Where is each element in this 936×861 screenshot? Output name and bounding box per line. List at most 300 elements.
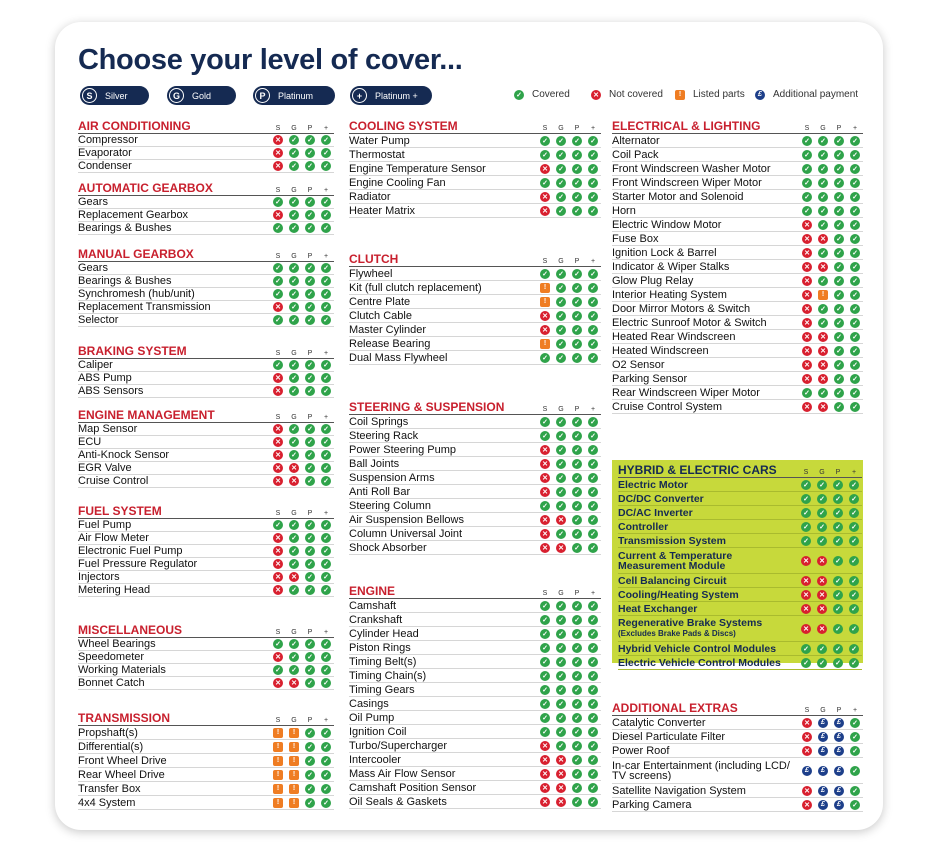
coverage-cell xyxy=(569,797,585,807)
check-icon: ✓ xyxy=(289,135,299,145)
coverage-cell xyxy=(270,652,286,662)
check-icon: ✓ xyxy=(572,269,582,279)
section-header xyxy=(78,504,334,519)
column-header: G xyxy=(820,707,826,714)
coverage-cell xyxy=(286,476,302,486)
check-icon: ✓ xyxy=(588,515,598,525)
coverage-row xyxy=(349,711,601,725)
check-icon: ✓ xyxy=(321,315,331,325)
part-label xyxy=(349,472,537,484)
level-pill-silver[interactable] xyxy=(80,86,149,105)
pound-icon: £ xyxy=(818,786,828,796)
check-icon: ✓ xyxy=(849,604,859,614)
coverage-cell xyxy=(799,150,815,160)
section-clutch xyxy=(349,252,601,365)
check-icon: ✓ xyxy=(818,318,828,328)
part-label xyxy=(78,160,270,172)
coverage-cell xyxy=(318,678,334,688)
check-icon: ✓ xyxy=(588,445,598,455)
coverage-cell xyxy=(831,402,847,412)
coverage-row xyxy=(612,316,863,330)
section-header xyxy=(618,463,862,478)
check-icon: ✓ xyxy=(273,223,283,233)
coverage-cell xyxy=(318,289,334,299)
coverage-cell xyxy=(585,515,601,525)
coverage-cell xyxy=(302,546,318,556)
check-icon: ✓ xyxy=(289,373,299,383)
check-icon: ✓ xyxy=(850,262,860,272)
check-icon: ✓ xyxy=(556,297,566,307)
coverage-cell xyxy=(553,178,569,188)
column-header: + xyxy=(323,350,329,357)
part-name: Cruise Control System xyxy=(612,400,723,413)
check-icon: ✓ xyxy=(834,164,844,174)
coverage-cell xyxy=(286,742,302,752)
coverage-cell xyxy=(831,388,847,398)
check-icon: ✓ xyxy=(801,536,811,546)
coverage-cell xyxy=(553,206,569,216)
coverage-cell xyxy=(537,311,553,321)
coverage-cell xyxy=(302,360,318,370)
column-header: S xyxy=(275,187,281,194)
check-icon: ✓ xyxy=(849,522,859,532)
part-name: Timing Belt(s) xyxy=(349,655,417,668)
check-icon: ✓ xyxy=(305,559,315,569)
check-icon: ✓ xyxy=(588,615,598,625)
cross-icon: ✕ xyxy=(802,290,812,300)
cross-icon: ✕ xyxy=(817,624,827,634)
column-header: P xyxy=(307,125,313,132)
coverage-cell xyxy=(302,742,318,752)
check-icon: ✓ xyxy=(321,302,331,312)
coverage-row xyxy=(612,274,863,288)
part-label xyxy=(349,600,537,612)
coverage-cell xyxy=(318,276,334,286)
level-pill-platinum[interactable] xyxy=(253,86,335,105)
check-icon: ✓ xyxy=(572,206,582,216)
column-header: G xyxy=(291,717,297,724)
cross-icon: ✕ xyxy=(273,546,283,556)
coverage-cell xyxy=(286,450,302,460)
part-label xyxy=(349,191,537,203)
coverage-cell xyxy=(270,302,286,312)
coverage-cell xyxy=(286,533,302,543)
check-icon: ✓ xyxy=(588,150,598,160)
column-header: P xyxy=(307,717,313,724)
part-label xyxy=(349,642,537,654)
check-icon: ✓ xyxy=(588,601,598,611)
coverage-cell xyxy=(537,601,553,611)
check-icon: ✓ xyxy=(850,318,860,328)
part-label xyxy=(349,768,537,780)
section-title: ADDITIONAL EXTRAS xyxy=(612,701,738,715)
coverage-cell xyxy=(585,269,601,279)
coverage-row xyxy=(612,400,863,414)
coverage-cell xyxy=(553,685,569,695)
part-label xyxy=(78,677,270,689)
coverage-cell xyxy=(830,624,846,634)
coverage-cell xyxy=(569,501,585,511)
coverage-cell xyxy=(814,624,830,634)
coverage-cell xyxy=(847,360,863,370)
check-icon: ✓ xyxy=(305,424,315,434)
coverage-cell xyxy=(270,289,286,299)
coverage-cell xyxy=(537,755,553,765)
part-label xyxy=(612,761,799,781)
coverage-cell xyxy=(798,590,814,600)
coverage-cell xyxy=(799,786,815,796)
part-label xyxy=(349,514,537,526)
cross-icon: ✕ xyxy=(591,90,601,100)
coverage-cell xyxy=(537,178,553,188)
part-label xyxy=(78,741,270,753)
check-icon: ✓ xyxy=(849,644,859,654)
check-icon: ✓ xyxy=(273,520,283,530)
warning-icon: ! xyxy=(289,770,299,780)
cross-icon: ✕ xyxy=(802,262,812,272)
coverage-cell xyxy=(318,728,334,738)
part-label xyxy=(78,797,270,809)
coverage-cell xyxy=(798,508,814,518)
coverage-cell xyxy=(286,289,302,299)
check-icon: ✓ xyxy=(556,713,566,723)
section-title: AIR CONDITIONING xyxy=(78,119,191,133)
coverage-cell xyxy=(270,585,286,595)
part-label xyxy=(618,589,798,601)
coverage-cell xyxy=(318,373,334,383)
section-title: TRANSMISSION xyxy=(78,711,171,725)
part-name: Metering Head xyxy=(78,584,151,596)
cross-icon: ✕ xyxy=(818,262,828,272)
coverage-cell xyxy=(569,699,585,709)
coverage-cell xyxy=(286,756,302,766)
check-icon: ✓ xyxy=(833,480,843,490)
cross-icon: ✕ xyxy=(802,248,812,258)
coverage-row xyxy=(612,288,863,302)
check-icon: ✓ xyxy=(540,657,550,667)
coverage-row xyxy=(78,147,334,160)
coverage-cell xyxy=(270,450,286,460)
coverage-row xyxy=(618,548,862,574)
check-icon: ✓ xyxy=(556,283,566,293)
level-pill-platinum-plus[interactable] xyxy=(350,86,432,105)
part-label xyxy=(349,338,537,350)
coverage-row xyxy=(612,204,863,218)
check-icon: ✓ xyxy=(588,629,598,639)
coverage-cell xyxy=(553,797,569,807)
coverage-cell xyxy=(831,746,847,756)
coverage-cell xyxy=(318,386,334,396)
check-icon: ✓ xyxy=(556,671,566,681)
check-icon: ✓ xyxy=(289,533,299,543)
check-icon: ✓ xyxy=(540,643,550,653)
check-icon: ✓ xyxy=(556,311,566,321)
column-header: S xyxy=(275,125,281,132)
part-label xyxy=(618,643,798,655)
part-label xyxy=(612,317,799,329)
coverage-cell xyxy=(846,522,862,532)
cross-icon: ✕ xyxy=(273,652,283,662)
pound-icon: £ xyxy=(818,718,828,728)
coverage-cell xyxy=(318,476,334,486)
coverage-cell xyxy=(537,473,553,483)
part-name: Controller xyxy=(618,520,669,533)
part-label xyxy=(612,799,799,811)
check-icon: ✓ xyxy=(850,304,860,314)
hybrid-electric-section xyxy=(612,460,863,669)
coverage-cell xyxy=(798,480,814,490)
legend-label: Covered xyxy=(532,89,570,100)
coverage-cell xyxy=(537,671,553,681)
cross-icon: ✕ xyxy=(556,755,566,765)
section-trans xyxy=(78,711,334,810)
coverage-cell xyxy=(270,424,286,434)
check-icon: ✓ xyxy=(572,685,582,695)
coverage-cell xyxy=(815,402,831,412)
check-icon: ✓ xyxy=(588,797,598,807)
check-icon: ✓ xyxy=(802,192,812,202)
coverage-cell xyxy=(569,755,585,765)
check-icon: ✓ xyxy=(572,417,582,427)
check-icon: ✓ xyxy=(273,276,283,286)
coverage-cell xyxy=(846,508,862,518)
check-icon: ✓ xyxy=(305,263,315,273)
check-icon: ✓ xyxy=(305,437,315,447)
check-icon: ✓ xyxy=(305,665,315,675)
part-label xyxy=(78,449,270,461)
check-icon: ✓ xyxy=(834,374,844,384)
coverage-cell xyxy=(537,459,553,469)
check-icon: ✓ xyxy=(556,353,566,363)
part-name: Front Windscreen Washer Motor xyxy=(612,162,771,175)
check-icon: ✓ xyxy=(849,658,859,668)
coverage-cell xyxy=(585,459,601,469)
check-icon: ✓ xyxy=(321,276,331,286)
check-icon: ✓ xyxy=(588,671,598,681)
coverage-cell xyxy=(815,374,831,384)
cross-icon: ✕ xyxy=(818,402,828,412)
check-icon: ✓ xyxy=(540,150,550,160)
part-name: Engine Cooling Fan xyxy=(349,176,446,189)
check-icon: ✓ xyxy=(818,206,828,216)
coverage-cell xyxy=(537,699,553,709)
coverage-cell xyxy=(831,290,847,300)
part-label xyxy=(618,551,798,571)
coverage-row xyxy=(618,642,862,656)
coverage-cell xyxy=(270,728,286,738)
part-label xyxy=(612,163,799,175)
coverage-cell xyxy=(799,248,815,258)
level-pill-gold[interactable] xyxy=(167,86,236,105)
part-name: Compressor xyxy=(78,134,138,146)
check-icon: ✓ xyxy=(588,206,598,216)
part-name: Oil Seals & Gaskets xyxy=(349,795,447,808)
check-icon: ✓ xyxy=(321,386,331,396)
part-label xyxy=(612,745,799,757)
cross-icon: ✕ xyxy=(817,576,827,586)
coverage-cell xyxy=(286,728,302,738)
column-header: S xyxy=(542,125,548,132)
check-icon: ✓ xyxy=(321,197,331,207)
check-icon: ✓ xyxy=(572,727,582,737)
cross-icon: ✕ xyxy=(817,590,827,600)
check-icon: ✓ xyxy=(305,463,315,473)
part-name: Shock Absorber xyxy=(349,541,427,554)
column-header: P xyxy=(307,253,313,260)
check-icon: ✓ xyxy=(321,210,331,220)
section-title: ENGINE MANAGEMENT xyxy=(78,408,215,422)
check-icon: ✓ xyxy=(289,437,299,447)
coverage-cell xyxy=(537,325,553,335)
coverage-cell xyxy=(270,276,286,286)
column-header: G xyxy=(558,590,564,597)
check-icon: ✓ xyxy=(817,658,827,668)
part-name: Parking Sensor xyxy=(612,372,688,385)
pound-icon: £ xyxy=(818,746,828,756)
coverage-cell xyxy=(270,223,286,233)
check-icon: ✓ xyxy=(818,136,828,146)
part-label xyxy=(78,314,270,326)
warning-icon: ! xyxy=(273,728,283,738)
cross-icon: ✕ xyxy=(540,755,550,765)
coverage-cell xyxy=(831,332,847,342)
check-icon: ✓ xyxy=(321,373,331,383)
part-label xyxy=(349,698,537,710)
pound-icon: £ xyxy=(834,718,844,728)
check-icon: ✓ xyxy=(850,800,860,810)
coverage-row xyxy=(349,753,601,767)
coverage-row xyxy=(612,784,863,798)
coverage-cell xyxy=(585,797,601,807)
column-header: P xyxy=(307,414,313,421)
part-label xyxy=(618,618,798,639)
part-label xyxy=(612,275,799,287)
coverage-row xyxy=(349,541,601,555)
part-name: Cylinder Head xyxy=(349,627,419,640)
check-icon: ✓ xyxy=(556,501,566,511)
check-icon: ✓ xyxy=(572,150,582,160)
cross-icon: ✕ xyxy=(540,797,550,807)
warning-icon: ! xyxy=(273,770,283,780)
cross-icon: ✕ xyxy=(818,332,828,342)
coverage-cell xyxy=(814,590,830,600)
coverage-cell xyxy=(814,658,830,668)
check-icon: ✓ xyxy=(588,269,598,279)
coverage-cell xyxy=(815,178,831,188)
check-icon: ✓ xyxy=(801,480,811,490)
check-icon: ✓ xyxy=(572,699,582,709)
part-name: Turbo/Supercharger xyxy=(349,739,448,752)
check-icon: ✓ xyxy=(321,533,331,543)
coverage-row xyxy=(349,176,601,190)
level-letter: G xyxy=(169,88,184,103)
coverage-cell xyxy=(286,798,302,808)
coverage-row xyxy=(349,162,601,176)
check-icon: ✓ xyxy=(540,727,550,737)
coverage-cell xyxy=(270,678,286,688)
check-icon: ✓ xyxy=(588,501,598,511)
column-header: S xyxy=(275,350,281,357)
cross-icon: ✕ xyxy=(818,374,828,384)
coverage-row xyxy=(349,190,601,204)
part-label xyxy=(349,163,537,175)
coverage-cell xyxy=(302,572,318,582)
check-icon: ✓ xyxy=(572,339,582,349)
coverage-row xyxy=(78,519,334,532)
coverage-cell xyxy=(270,360,286,370)
check-icon: ✓ xyxy=(833,522,843,532)
cross-icon: ✕ xyxy=(802,746,812,756)
coverage-row xyxy=(78,196,334,209)
check-icon: ✓ xyxy=(305,210,315,220)
column-header: S xyxy=(804,707,810,714)
cross-icon: ✕ xyxy=(540,783,550,793)
part-label xyxy=(612,373,799,385)
check-icon: ✓ xyxy=(834,346,844,356)
coverage-row xyxy=(349,725,601,739)
part-name: Casings xyxy=(349,697,389,710)
coverage-cell xyxy=(318,424,334,434)
check-icon: ✓ xyxy=(588,192,598,202)
coverage-cell xyxy=(815,150,831,160)
part-name: Alternator xyxy=(612,134,660,147)
part-label xyxy=(612,149,799,161)
check-icon: ✓ xyxy=(305,223,315,233)
column-header: P xyxy=(574,125,580,132)
coverage-cell xyxy=(537,529,553,539)
coverage-cell xyxy=(847,304,863,314)
coverage-cell xyxy=(585,615,601,625)
coverage-cell xyxy=(569,741,585,751)
coverage-cell xyxy=(585,206,601,216)
part-name: Anti Roll Bar xyxy=(349,485,411,498)
part-name: Crankshaft xyxy=(349,613,403,626)
section-title: ELECTRICAL & LIGHTING xyxy=(612,119,761,133)
coverage-cell xyxy=(302,784,318,794)
check-icon: ✓ xyxy=(834,248,844,258)
cross-icon: ✕ xyxy=(802,800,812,810)
coverage-cell xyxy=(585,473,601,483)
check-icon: ✓ xyxy=(321,639,331,649)
part-label xyxy=(349,684,537,696)
column-header: S xyxy=(275,717,281,724)
column-header: P xyxy=(574,258,580,265)
coverage-cell xyxy=(302,424,318,434)
check-icon: ✓ xyxy=(588,136,598,146)
part-label xyxy=(612,345,799,357)
coverage-cell xyxy=(798,556,814,566)
check-icon: ✓ xyxy=(321,770,331,780)
part-label xyxy=(349,542,537,554)
check-icon: ✓ xyxy=(572,671,582,681)
coverage-row xyxy=(78,782,334,796)
column-header: G xyxy=(820,125,826,132)
coverage-row xyxy=(349,323,601,337)
part-name: Dual Mass Flywheel xyxy=(349,351,448,364)
check-icon: ✓ xyxy=(273,289,283,299)
coverage-cell xyxy=(569,629,585,639)
check-icon: ✓ xyxy=(273,360,283,370)
coverage-cell xyxy=(585,657,601,667)
check-icon: ✓ xyxy=(305,476,315,486)
coverage-cell xyxy=(553,339,569,349)
coverage-cell xyxy=(799,234,815,244)
coverage-cell xyxy=(585,164,601,174)
coverage-row xyxy=(618,588,862,602)
check-icon: ✓ xyxy=(321,148,331,158)
section-brake xyxy=(78,344,334,398)
part-label xyxy=(349,296,537,308)
